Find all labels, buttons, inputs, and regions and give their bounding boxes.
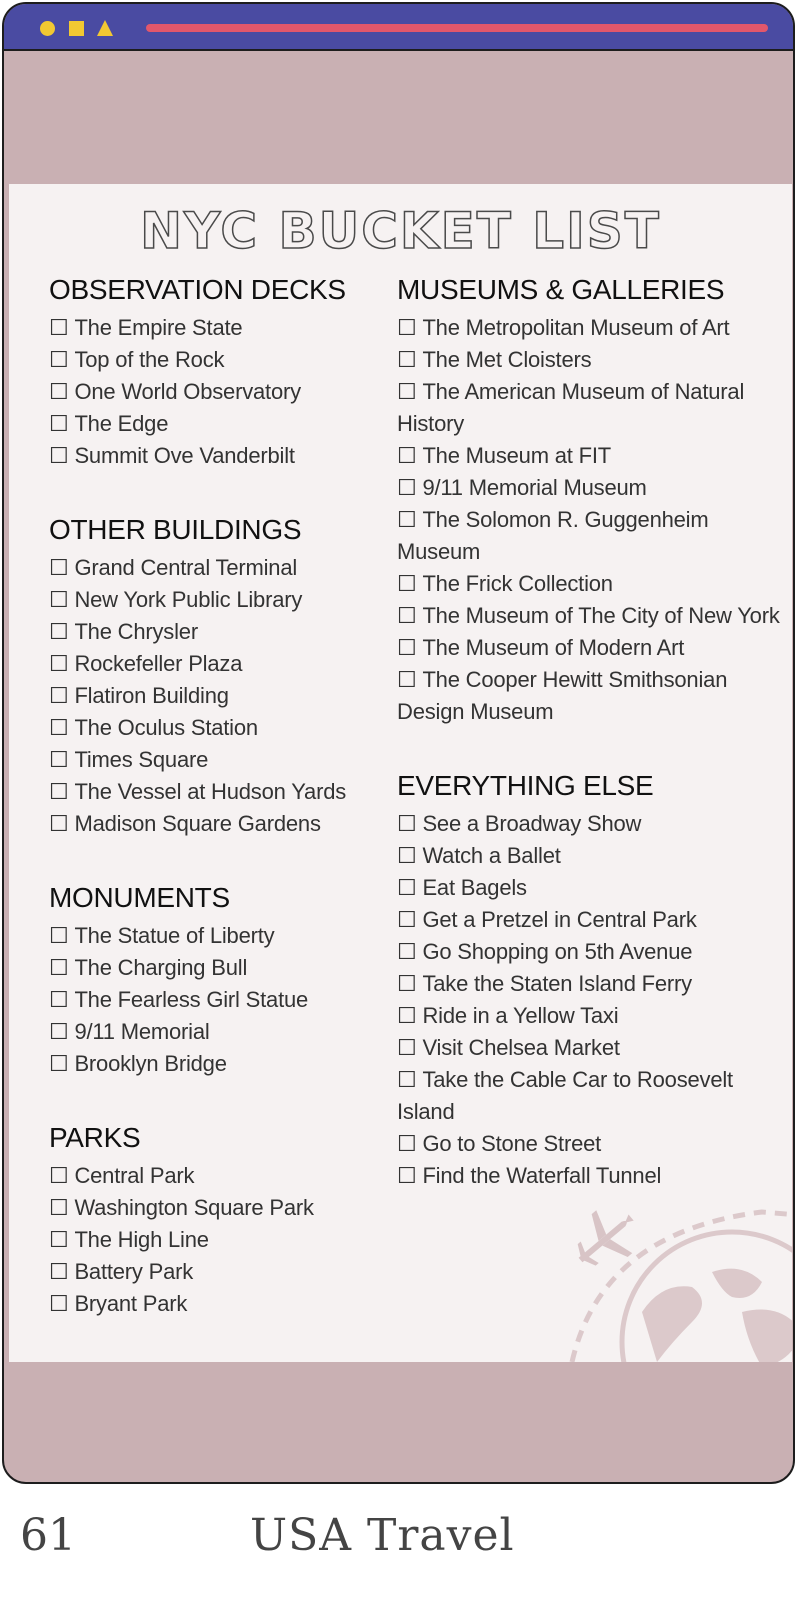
window-title-bar xyxy=(4,4,793,51)
right-column xyxy=(397,274,782,1234)
checklist-item[interactable]: ☐ Eat Bagels xyxy=(397,872,782,904)
checklist-item[interactable]: ☐ The High Line xyxy=(49,1224,389,1256)
checklist xyxy=(49,552,389,840)
section xyxy=(49,514,389,840)
checklist-item[interactable]: ☐ Take the Staten Island Ferry xyxy=(397,968,782,1000)
checklist-item[interactable]: ☐ Summit Ove Vanderbilt xyxy=(49,440,389,472)
checklist-item[interactable]: ☐ Battery Park xyxy=(49,1256,389,1288)
checklist-item[interactable]: ☐ Visit Chelsea Market xyxy=(397,1032,782,1064)
checklist-item[interactable]: ☐ Brooklyn Bridge xyxy=(49,1048,389,1080)
circle-control-icon[interactable] xyxy=(40,21,55,36)
section xyxy=(397,274,782,728)
checklist-item[interactable]: ☐ The Fearless Girl Statue xyxy=(49,984,389,1016)
checklist-item[interactable]: ☐ The American Museum of Natural History xyxy=(397,376,782,440)
checklist-item[interactable]: ☐ Grand Central Terminal xyxy=(49,552,389,584)
checklist-item[interactable]: ☐ Top of the Rock xyxy=(49,344,389,376)
checklist-item[interactable]: ☐ Central Park xyxy=(49,1160,389,1192)
bucket-list-card xyxy=(9,184,792,1362)
checklist-item[interactable]: ☐ Watch a Ballet xyxy=(397,840,782,872)
checklist-item[interactable]: ☐ Ride in a Yellow Taxi xyxy=(397,1000,782,1032)
square-control-icon[interactable] xyxy=(69,21,84,36)
checklist-item[interactable]: ☐ Take the Cable Car to Roosevelt Island xyxy=(397,1064,782,1128)
checklist xyxy=(397,808,782,1192)
checklist-item[interactable]: ☐ The Solomon R. Guggenheim Museum xyxy=(397,504,782,568)
page-title: NYC BUCKET LIST xyxy=(140,202,661,260)
checklist-item[interactable]: ☐ The Cooper Hewitt Smithsonian Design Museum xyxy=(397,664,782,728)
checklist-item[interactable]: ☐ Bryant Park xyxy=(49,1288,389,1320)
section xyxy=(49,274,389,472)
checklist-item[interactable]: ☐ The Museum of The City of New York xyxy=(397,600,782,632)
checklist-item[interactable]: ☐ The Oculus Station xyxy=(49,712,389,744)
checklist-item[interactable]: ☐ 9/11 Memorial xyxy=(49,1016,389,1048)
left-column xyxy=(49,274,389,1362)
section xyxy=(49,882,389,1080)
checklist-item[interactable]: ☐ Find the Waterfall Tunnel xyxy=(397,1160,782,1192)
section-heading: EVERYTHING ELSE xyxy=(397,770,654,801)
checklist-item[interactable]: ☐ 9/11 Memorial Museum xyxy=(397,472,782,504)
globe-airplane-decoration xyxy=(562,1192,792,1362)
checklist-item[interactable]: ☐ The Met Cloisters xyxy=(397,344,782,376)
checklist-item[interactable]: ☐ Go to Stone Street xyxy=(397,1128,782,1160)
checklist-item[interactable]: ☐ See a Broadway Show xyxy=(397,808,782,840)
checklist-item[interactable]: ☐ Madison Square Gardens xyxy=(49,808,389,840)
checklist-item[interactable]: ☐ Flatiron Building xyxy=(49,680,389,712)
checklist-item[interactable]: ☐ New York Public Library xyxy=(49,584,389,616)
checklist-item[interactable]: ☐ The Edge xyxy=(49,408,389,440)
airplane-icon xyxy=(562,1196,649,1283)
checklist-item[interactable]: ☐ The Museum at FIT xyxy=(397,440,782,472)
checklist-item[interactable]: ☐ The Frick Collection xyxy=(397,568,782,600)
checklist-item[interactable]: ☐ The Statue of Liberty xyxy=(49,920,389,952)
checklist-item[interactable]: ☐ One World Observatory xyxy=(49,376,389,408)
checklist-item[interactable]: ☐ The Charging Bull xyxy=(49,952,389,984)
checklist-item[interactable]: ☐ Get a Pretzel in Central Park xyxy=(397,904,782,936)
section-heading: OTHER BUILDINGS xyxy=(49,514,302,545)
checklist-item[interactable]: ☐ The Metropolitan Museum of Art xyxy=(397,312,782,344)
section-heading: PARKS xyxy=(49,1122,141,1153)
section xyxy=(49,1122,389,1320)
checklist-item[interactable]: ☐ The Empire State xyxy=(49,312,389,344)
checklist-item[interactable]: ☐ Rockefeller Plaza xyxy=(49,648,389,680)
checklist-item[interactable]: ☐ The Chrysler xyxy=(49,616,389,648)
address-bar[interactable] xyxy=(146,24,768,32)
section-heading: MONUMENTS xyxy=(49,882,230,913)
checklist-item[interactable]: ☐ The Museum of Modern Art xyxy=(397,632,782,664)
checklist-item[interactable]: ☐ The Vessel at Hudson Yards xyxy=(49,776,389,808)
section xyxy=(397,770,782,1192)
checklist-item[interactable]: ☐ Go Shopping on 5th Avenue xyxy=(397,936,782,968)
checklist-item[interactable]: ☐ Washington Square Park xyxy=(49,1192,389,1224)
checklist-item[interactable]: ☐ Times Square xyxy=(49,744,389,776)
checklist xyxy=(397,312,782,728)
section-heading: OBSERVATION DECKS xyxy=(49,274,346,305)
checklist xyxy=(49,312,389,472)
footer-title: USA Travel xyxy=(250,1510,515,1561)
triangle-control-icon[interactable] xyxy=(97,20,113,36)
section-heading: MUSEUMS & GALLERIES xyxy=(397,274,725,305)
page-number: 61 xyxy=(20,1510,76,1561)
checklist xyxy=(49,920,389,1080)
browser-window-frame xyxy=(2,2,795,1484)
checklist xyxy=(49,1160,389,1320)
